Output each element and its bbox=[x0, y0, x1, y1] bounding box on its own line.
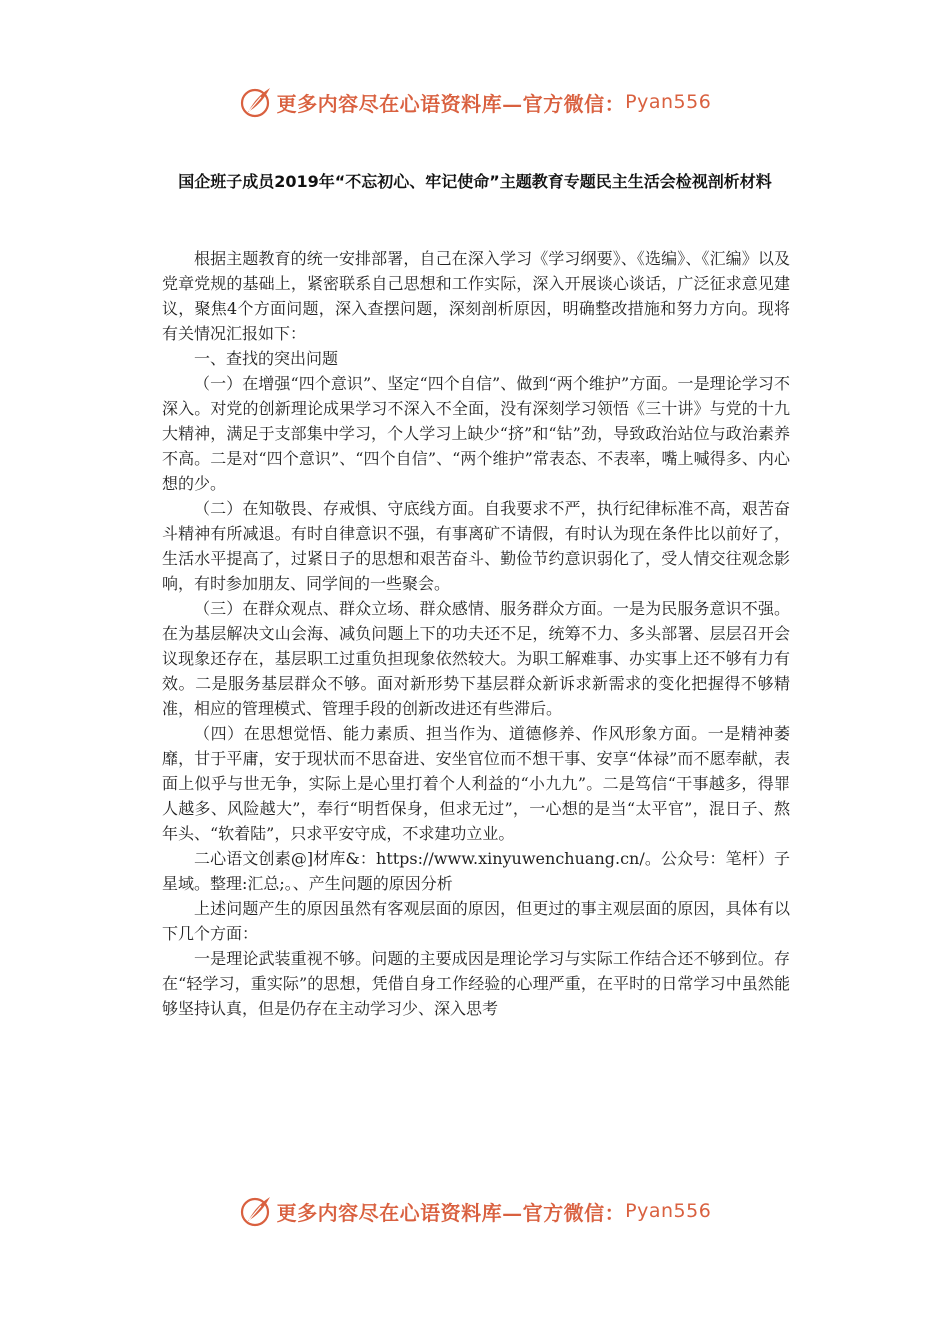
watermark-text: 更多内容尽在心语资料库—官方微信： bbox=[276, 1200, 626, 1225]
quill-logo-icon bbox=[239, 85, 273, 119]
paragraph-item-1: （一）在增强“四个意识”、坚定“四个自信”、做到“两个维护”方面。一是理论学习不深入。对党的创新理论成果学习不深入不全面，没有深刻学习领悟《三十讲》与党的十九大精神，满足于支部集中学习，个人学习上缺少“挤”和“钻”劲，导致政治站位与政治素养不高。二是对“四个意识”、“四个自信”、“两个维护”常表态、不表率，嘴上喊得多、内心想的少。 bbox=[162, 374, 790, 493]
document-title: 国企班子成员2019年“不忘初心、牢记使命”主题教育专题民主生活会检视剖析材料 bbox=[178, 172, 772, 191]
paragraph-cause-1: 一是理论武装重视不够。问题的主要成因是理论学习与实际工作结合还不够到位。存在“轻学习，重实际”的思想，凭借自身工作经验的心理严重，在平时的日常学习中虽然能够坚持认真，但是仍存在主动学习少、深入思考 bbox=[162, 949, 790, 1018]
watermark-wechat-id: Pyan556 bbox=[625, 1200, 712, 1222]
watermark-footer bbox=[0, 1193, 950, 1229]
watermark-wechat-id: Pyan556 bbox=[625, 91, 712, 113]
paragraph-cause-intro: 上述问题产生的原因虽然有客观层面的原因，但更过的事主观层面的原因，具体有以下几个方面： bbox=[162, 899, 790, 943]
document-body bbox=[162, 246, 790, 1021]
paragraph-intro: 根据主题教育的统一安排部署，自己在深入学习《学习纲要》、《选编》、《汇编》以及党章党规的基础上，紧密联系自己思想和工作实际，深入开展谈心谈话，广泛征求意见建议，聚焦4个方面问题，深入查摆问题，深刻剖析原因，明确整改措施和努力方向。现将有关情况汇报如下： bbox=[162, 249, 790, 343]
watermark-text: 更多内容尽在心语资料库—官方微信： bbox=[276, 91, 626, 116]
paragraph-item-3: （三）在群众观点、群众立场、群众感情、服务群众方面。一是为民服务意识不强。在为基层解决文山会海、减负问题上下的功夫还不足，统筹不力、多头部署、层层召开会议现象还存在，基层职工过重负担现象依然较大。为职工解难事、办实事上还不够有力有效。二是服务基层群众不够。面对新形势下基层群众新诉求新需求的变化把握得不够精准，相应的管理模式、管理手段的创新改进还有些滞后。 bbox=[162, 599, 790, 718]
paragraph-item-2: （二）在知敬畏、存戒惧、守底线方面。自我要求不严，执行纪律标准不高，艰苦奋斗精神有所减退。有时自律意识不强，有事离矿不请假，有时认为现在条件比以前好了，生活水平提高了，过紧日子的思想和艰苦奋斗、勤俭节约意识弱化了，受人情交往观念影响，有时参加朋友、同学间的一些聚会。 bbox=[162, 499, 790, 593]
heading-section-1: 一、查找的突出问题 bbox=[194, 349, 339, 368]
watermark-header bbox=[0, 84, 950, 120]
paragraph-item-4: （四）在思想觉悟、能力素质、担当作为、道德修养、作风形象方面。一是精神萎靡，甘于平庸，安于现状而不思奋进、安坐官位而不想干事、安享“体禄”而不愿奉献，表面上似乎与世无争，实际上是心里打着个人利益的“小九九”。二是笃信“干事越多，得罪人越多、风险越大”，奉行“明哲保身，但求无过”，一心想的是当“太平官”，混日子、熬年头、“软着陆”，只求平安守成，不求建功立业。 bbox=[162, 724, 790, 843]
quill-logo-icon bbox=[239, 1194, 273, 1228]
heading-section-2: 二心语文创素@]材库&：https://www.xinyuwenchuang.cn/。公众号：笔杆）子星域。整理:汇总;。、产生问题的原因分析 bbox=[162, 849, 790, 893]
